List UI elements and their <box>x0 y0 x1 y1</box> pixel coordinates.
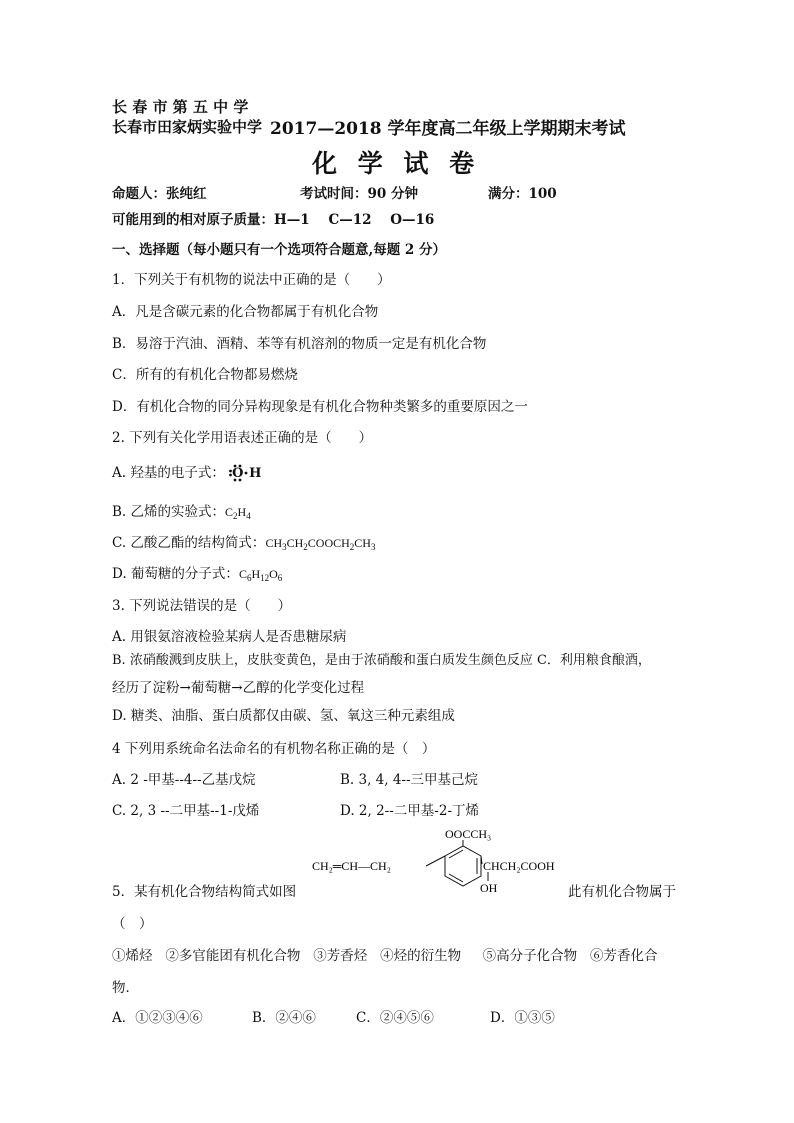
exam-time: 考试时间：90 分钟 <box>300 186 418 202</box>
q4-stem: 4 下列用系统命名法命名的有机物名称正确的是（ ） <box>112 741 436 757</box>
q1-option-c: C．所有的有机化合物都易燃烧 <box>112 367 298 383</box>
q1-option-a: A．凡是含碳元素的化合物都属于有机化合物 <box>112 304 379 320</box>
full-score: 满分：100 <box>488 186 557 202</box>
side-chain: CHCH₂COOH <box>483 859 555 873</box>
q4-option-a: A. 2 -甲基--4--乙基戊烷 <box>112 772 256 788</box>
q5-stem: 5．某有机化合物结构简式如图 <box>112 884 297 900</box>
q1-option-d: D．有机化合物的同分异构现象是有机化合物种类繁多的重要原因之一 <box>112 399 528 415</box>
hydrogen-symbol: H <box>249 465 262 481</box>
q5-option-d: D．①③⑤ <box>490 1010 555 1026</box>
q5-option-c: C．②④⑤⑥ <box>356 1010 434 1026</box>
benzene-ring <box>445 846 481 886</box>
allyl-group: CH₂═CH—CH₂ <box>312 859 391 873</box>
q3-option-b-c: B. 浓硝酸溅到皮肤上，皮肤变黄色，是由于浓硝酸和蛋白质发生颜色反应 C．利用粮食酿酒， <box>112 653 651 668</box>
q2-option-b-text: B. 乙烯的实验式： <box>112 504 226 520</box>
q2-option-c-text: C. 乙酸乙酯的结构简式： <box>112 535 266 551</box>
q5-choices-line1: ①烯烃 ②多官能团有机化合物 ③芳香烃 ④烃的衍生物 ⑤高分子化合物 ⑥芳香化合 <box>112 948 658 964</box>
school-name-2: 长春市田家炳实验中学 <box>112 118 263 136</box>
ethyl-acetate-formula: $CH_3CH_2COOCH_2CH_3$ <box>265 536 376 552</box>
q4-option-d: D. 2, 2--二甲基-2-丁烯 <box>340 803 480 819</box>
q4-option-b: B. 3, 4, 4--三甲基己烷 <box>340 772 479 788</box>
ethene-empirical-formula: $C_2H_4$ <box>225 505 251 521</box>
q2-option-d <box>112 562 282 582</box>
q5-stem-end: 此有机化合物属于 <box>568 884 676 900</box>
hydroxyl-group: OH <box>480 881 498 895</box>
q2-option-a <box>112 461 263 483</box>
hydroxyl-electron-formula <box>229 465 263 483</box>
q5-option-a: A．①②③④⑥ <box>112 1010 203 1026</box>
section-title: 一、选择题（每小题只有一个选项符合题意,每题 2 分） <box>112 242 446 258</box>
q2-option-d-text: D. 葡萄糖的分子式： <box>112 566 239 582</box>
ester-group: OOCCH₃ <box>445 827 492 841</box>
q2-option-c <box>112 531 375 551</box>
q3-option-d: D. 糖类、油脂、蛋白质都仅由碳、氢、氧这三种元素组成 <box>112 708 455 724</box>
main-title: 化 学 试 卷 <box>312 149 481 178</box>
q4-option-c: C. 2, 3 --二甲基--1-戊烯 <box>112 803 260 819</box>
school-name-1: 长 春 市 第 五 中 学 <box>112 98 249 116</box>
exam-title: 2017—2018 学年度高二年级上学期期末考试 <box>270 119 626 139</box>
q3-option-a: A. 用银氨溶液检验某病人是否患糖尿病 <box>112 629 347 645</box>
glucose-formula: $C_6H_{12}O_6$ <box>238 567 283 583</box>
q5-option-b: B．②④⑥ <box>252 1010 316 1026</box>
atomic-mass: 可能用到的相对原子质量：H—1 C—12 O—16 <box>112 212 435 228</box>
q3-option-c-cont: 经历了淀粉→葡萄糖→乙醇的化学变化过程 <box>112 680 365 696</box>
author: 命题人：张纯红 <box>112 186 207 202</box>
q3-stem: 3. 下列说法错误的是（ ） <box>112 598 292 614</box>
molecule-structure <box>300 826 580 898</box>
q5-answer-paren: （ ） <box>112 916 153 932</box>
q2-option-b <box>112 500 251 520</box>
q1-option-b: B．易溶于汽油、酒精、苯等有机溶剂的物质一定是有机化合物 <box>112 336 487 352</box>
q5-choices-line2: 物． <box>112 980 139 996</box>
q2-option-a-text: A. 羟基的电子式： <box>112 465 225 481</box>
q2-stem: 2. 下列有关化学用语表述正确的是（ ） <box>112 430 373 446</box>
q1-stem: 1．下列关于有机物的说法中正确的是（ ） <box>112 272 391 288</box>
oxygen-symbol: O <box>232 465 244 481</box>
